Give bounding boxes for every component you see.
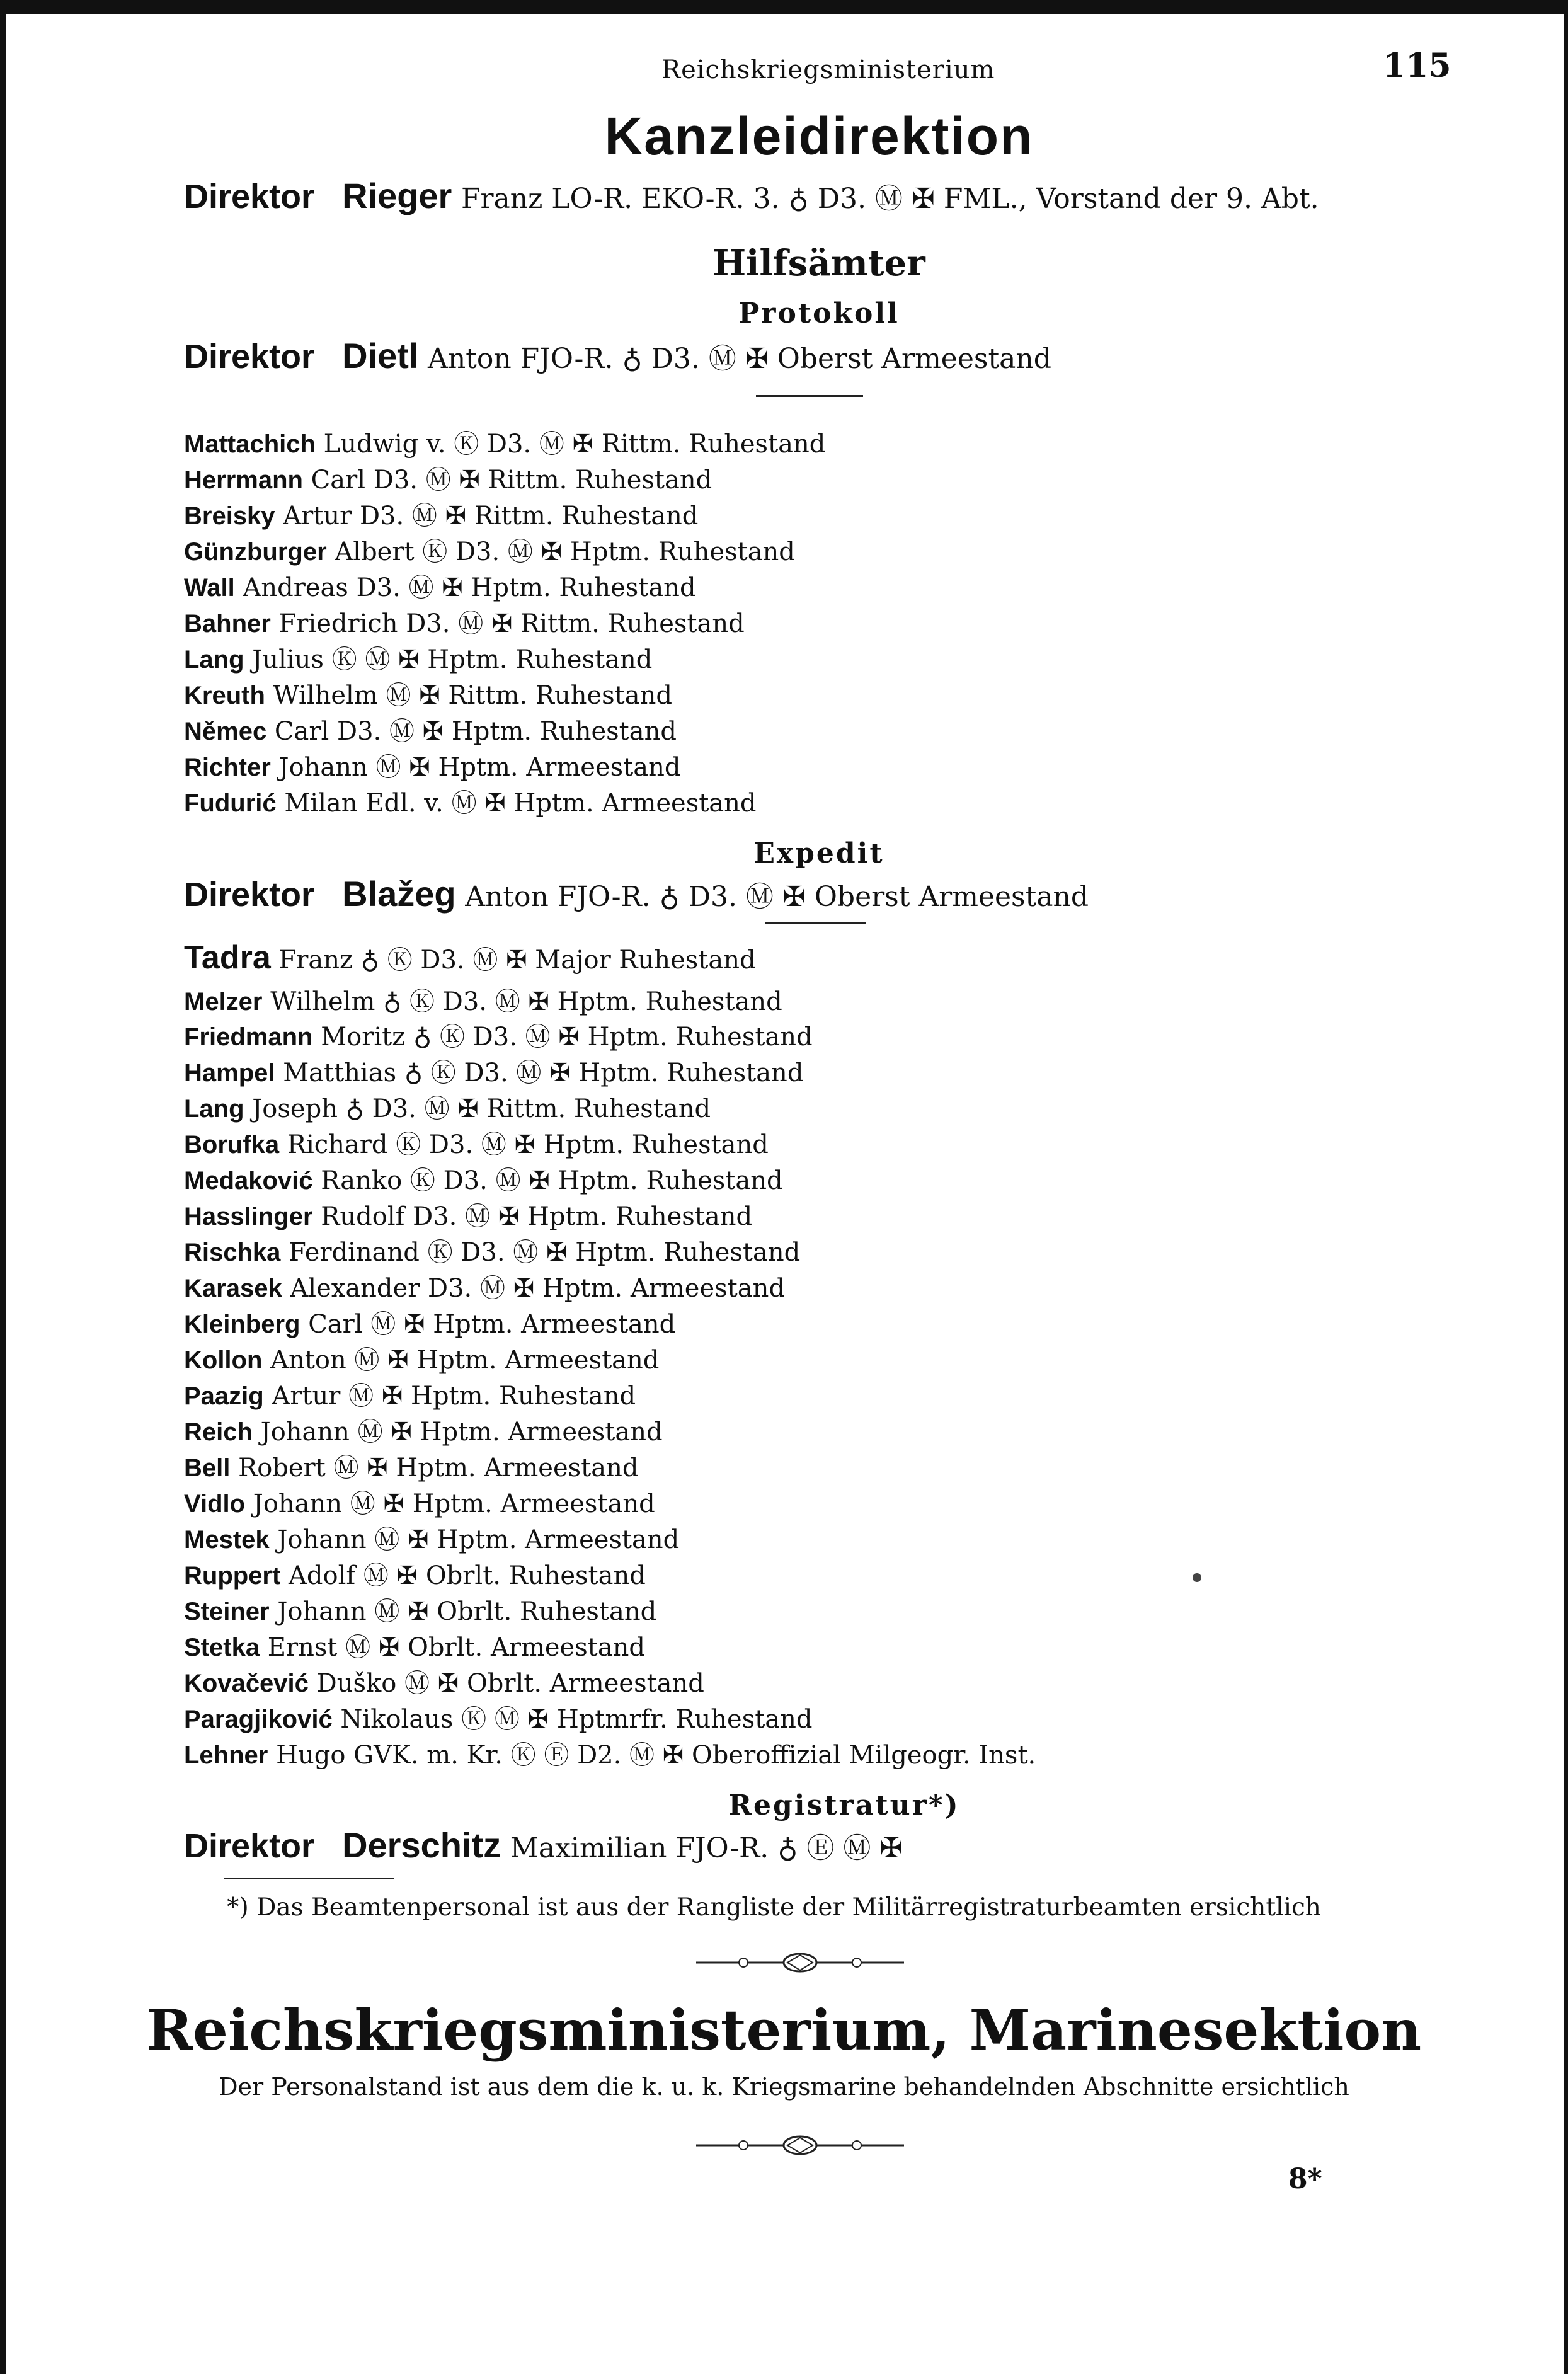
section-heading-expedit: Expedit [753, 837, 884, 869]
list-item: Borufka Richard Ⓚ D3. Ⓜ ✠ Hptm. Ruhestand [184, 1130, 769, 1159]
director-registratur [184, 1825, 903, 1866]
list-item: Kovačević Duško Ⓜ ✠ Obrlt. Armeestand [184, 1669, 704, 1698]
list-item: Lehner Hugo GVK. m. Kr. Ⓚ Ⓔ D2. Ⓜ ✠ Oberoffizial Milgeogr. Inst. [184, 1741, 1036, 1770]
list-item: Medaković Ranko Ⓚ D3. Ⓜ ✠ Hptm. Ruhestand [184, 1166, 783, 1195]
list-item: Wall Andreas D3. Ⓜ ✠ Hptm. Ruhestand [184, 573, 696, 602]
ornament-divider-icon [693, 2133, 907, 2158]
list-item: Hasslinger Rudolf D3. Ⓜ ✠ Hptm. Ruhestand [184, 1202, 753, 1231]
list-item: Lang Julius Ⓚ Ⓜ ✠ Hptm. Ruhestand [184, 645, 653, 674]
list-item: Breisky Artur D3. Ⓜ ✠ Rittm. Ruhestand [184, 502, 699, 530]
list-item: Reich Johann Ⓜ ✠ Hptm. Armeestand [184, 1418, 663, 1447]
list-item: Kollon Anton Ⓜ ✠ Hptm. Armeestand [184, 1346, 660, 1375]
role-label: Direktor [184, 178, 315, 215]
list-item: Richter Johann Ⓜ ✠ Hptm. Armeestand [184, 753, 681, 782]
list-item: Friedmann Moritz ♁ Ⓚ D3. Ⓜ ✠ Hptm. Ruhestand [184, 1023, 813, 1052]
ornament-divider-icon [693, 1950, 907, 1975]
list-item: Kreuth Wilhelm Ⓜ ✠ Rittm. Ruhestand [184, 681, 672, 710]
role-label: Direktor [184, 876, 315, 914]
director-protokoll [184, 335, 1051, 376]
list-item: Fudurić Milan Edl. v. Ⓜ ✠ Hptm. Armeestand [184, 789, 757, 818]
list-item: Paazig Artur Ⓜ ✠ Hptm. Ruhestand [184, 1382, 636, 1411]
list-item: Karasek Alexander D3. Ⓜ ✠ Hptm. Armeestand [184, 1274, 785, 1303]
list-item: Lang Joseph ♁ D3. Ⓜ ✠ Rittm. Ruhestand [184, 1094, 711, 1123]
details: Anton FJO-R. ♁ D3. Ⓜ ✠ Oberst Armeestand [428, 343, 1051, 375]
page-number: 115 [1383, 47, 1451, 85]
details: Maximilian FJO-R. ♁ Ⓔ Ⓜ ✠ [510, 1832, 903, 1864]
list-item: Vidlo Johann Ⓜ ✠ Hptm. Armeestand [184, 1489, 655, 1518]
list-item: Stetka Ernst Ⓜ ✠ Obrlt. Armeestand [184, 1633, 646, 1662]
list-item: Mattachich Ludwig v. Ⓚ D3. Ⓜ ✠ Rittm. Ruhestand [184, 430, 826, 459]
list-item: Ruppert Adolf Ⓜ ✠ Obrlt. Ruhestand [184, 1561, 646, 1590]
scan-border-top [0, 0, 1568, 14]
list-item: Günzburger Albert Ⓚ D3. Ⓜ ✠ Hptm. Ruhestand [184, 537, 795, 566]
ink-spot [1193, 1573, 1201, 1582]
marine-note: Der Personalstand ist aus dem die k. u. k. Kriegsmarine behandelnden Abschnitte ersichtlich [219, 2073, 1349, 2101]
director-expedit [184, 873, 1089, 914]
surname: Rieger [342, 176, 452, 215]
footnote: *) Das Beamtenpersonal ist aus der Rangliste der Militärregistraturbeamten ersichtlich [227, 1893, 1321, 1922]
signature-mark: 8* [1288, 2163, 1322, 2195]
list-item: Steiner Johann Ⓜ ✠ Obrlt. Ruhestand [184, 1597, 657, 1626]
separator-rule [765, 922, 866, 924]
section-heading-protokoll: Protokoll [738, 297, 900, 330]
list-item: Kleinberg Carl Ⓜ ✠ Hptm. Armeestand [184, 1310, 676, 1339]
role-label: Direktor [184, 338, 315, 376]
role-label: Direktor [184, 1827, 315, 1865]
list-item: Tadra Franz ♁ Ⓚ D3. Ⓜ ✠ Major Ruhestand [184, 939, 756, 976]
list-item: Paragjiković Nikolaus Ⓚ Ⓜ ✠ Hptmrfr. Ruhestand [184, 1705, 813, 1734]
footnote-rule [224, 1878, 394, 1879]
list-item: Mestek Johann Ⓜ ✠ Hptm. Armeestand [184, 1525, 680, 1554]
list-item: Herrmann Carl D3. Ⓜ ✠ Rittm. Ruhestand [184, 466, 712, 495]
section-heading-registratur: Registratur*) [728, 1789, 960, 1821]
director-main [184, 175, 1319, 216]
page-title: Kanzleidirektion [604, 106, 1034, 166]
surname: Blažeg [342, 874, 456, 914]
details: Anton FJO-R. ♁ D3. Ⓜ ✠ Oberst Armeestand [465, 881, 1089, 913]
separator-rule [756, 395, 863, 397]
running-head: Reichskriegsministerium [661, 55, 995, 84]
section-heading-hilfsaemter: Hilfsämter [712, 243, 925, 284]
list-item: Rischka Ferdinand Ⓚ D3. Ⓜ ✠ Hptm. Ruhestand [184, 1238, 801, 1267]
surname: Derschitz [342, 1825, 501, 1865]
list-item: Bahner Friedrich D3. Ⓜ ✠ Rittm. Ruhestand [184, 609, 745, 638]
list-item: Hampel Matthias ♁ Ⓚ D3. Ⓜ ✠ Hptm. Ruhestand [184, 1058, 804, 1087]
surname: Dietl [342, 336, 419, 376]
list-item: Bell Robert Ⓜ ✠ Hptm. Armeestand [184, 1454, 639, 1482]
list-item: Melzer Wilhelm ♁ Ⓚ D3. Ⓜ ✠ Hptm. Ruhestand [184, 987, 782, 1016]
details: Franz LO-R. EKO-R. 3. ♁ D3. Ⓜ ✠ FML., Vorstand der 9. Abt. [461, 183, 1319, 215]
list-item: Němec Carl D3. Ⓜ ✠ Hptm. Ruhestand [184, 717, 677, 746]
marine-section-title: Reichskriegsministerium, Marinesektion [146, 1997, 1422, 2063]
